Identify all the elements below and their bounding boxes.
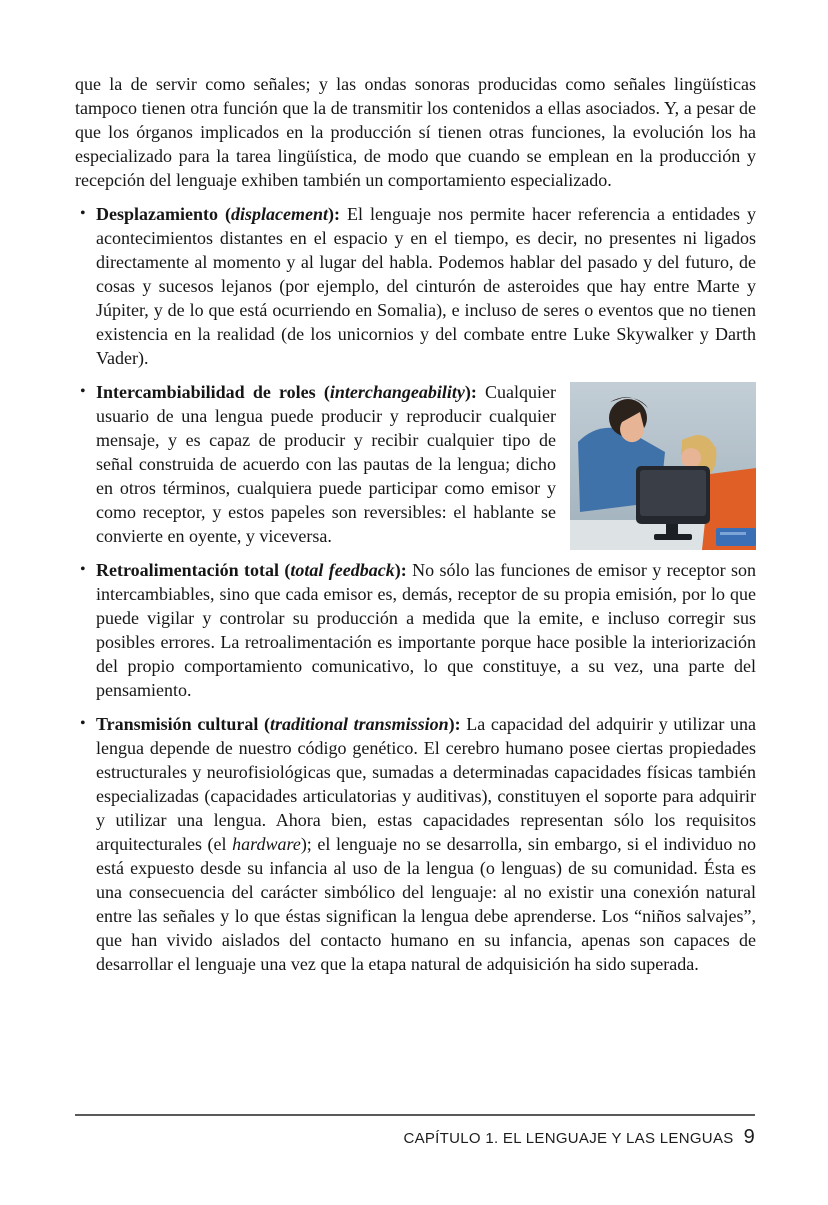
computer-users-photo (570, 382, 756, 550)
list-item-transmision-cultural (75, 712, 756, 976)
page-footer (75, 1114, 755, 1149)
term-paren-close: ): (328, 204, 348, 224)
bullet-icon: • (80, 205, 86, 222)
term-english: traditional transmission (269, 714, 449, 734)
term-paren-open: ( (258, 714, 270, 734)
running-footer (75, 1126, 755, 1149)
bullet-icon: • (80, 383, 86, 400)
list-item-desplazamiento (75, 202, 756, 370)
term-paren-open: ( (279, 560, 291, 580)
language-features-list (75, 202, 756, 976)
bullet-icon: • (80, 561, 86, 578)
term-paren-close: ): (448, 714, 467, 734)
term-label: Desplazamiento (96, 204, 218, 224)
page-number: 9 (743, 1126, 755, 1148)
intro-paragraph: que la de servir como señales; y las ondas sonoras producidas como señales lingüísticas tampoco tienen otra función que la de transmitir los contenidos a ellas asociados. Y, a pesar de que los órganos implicados en la producción sí tienen otras funciones, la evolución los ha especializado para la tarea lingüística, de modo que cuando se emplean en la producción y recepción del lenguaje exhiben también un comportamiento especializado. (75, 74, 756, 190)
item-body: No sólo las funciones de emisor y receptor son intercambiables, sino que cada emisor es, demás, receptor de su propia emisión, por lo que puede vigilar y controlar su producción a medida que la emite, e incluso corregir sus posibles errores. La retroalimentación es importante porque hace posible la interiorización del propio comportamiento comunicativo, lo que constituye, a su vez, una parte del pensamiento. (96, 560, 756, 700)
term-paren-open: ( (217, 204, 231, 224)
page-content (75, 72, 756, 986)
term-english: displacement (231, 204, 328, 224)
term-english: total feedback (290, 560, 395, 580)
term-paren-close: ): (464, 382, 486, 402)
footer-divider (75, 1114, 755, 1116)
item-body: Cualquier usuario de una lengua puede producir y reproducir cualquier mensaje, y es capaz de producir y recibir cualquier tipo de señal construida de acuerdo con las pautas de la lengua; dicho en otros términos, cualquiera puede participar como emisor y como receptor, y estos papeles son reversibles: el hablante se convierte en oyente, y viceversa. (96, 382, 556, 546)
term-label: Intercambiabilidad de roles (96, 382, 316, 402)
item-body: La capacidad del adquirir y utilizar una lengua depende de nuestro código genético. El cerebro humano posee ciertas propiedades estructurales y neurofisiológicas que, sumadas a determinadas capacidades físicas también especializadas (capacidades articulatorias y auditivas), constituyen el soporte para adquirir y utilizar una lengua. Ahora bien, estas capacidades representan sólo los requisitos arquitecturales (el (96, 714, 756, 854)
term-english: interchangeability (329, 382, 465, 402)
hardware-italic-term: hardware (232, 834, 301, 854)
term-paren-open: ( (315, 382, 330, 402)
bullet-icon: • (80, 715, 86, 732)
item-body-continued: ); el lenguaje no se desarrolla, sin embargo, si el individuo no está expuesto desde su infancia al uso de la lengua (o lenguas) de su comunidad. Ésta es una consecuencia del carácter simbólico del lenguaje: al no existir una conexión natural entre las señales y lo que éstas significan la lengua debe aprenderse. Los “niños salvajes”, que han vivido aislados del contacto humano en su infancia, apenas son capaces de desarrollar el lenguaje una vez que la etapa natural de adquisición ha sido superada. (96, 834, 756, 974)
list-item-retroalimentacion (75, 558, 756, 702)
term-label: Retroalimentación total (96, 560, 279, 580)
item-body: El lenguaje nos permite hacer referencia a entidades y acontecimientos distantes en el espacio y en el tiempo, es decir, no presentes ni ligados directamente al momento y al lugar del habla. Podemos hablar del pasado y del futuro, de cosas y sucesos lejanos (por ejemplo, del cinturón de asteroides que hay entre Marte y Júpiter, y de lo que está ocurriendo en Somalia), e incluso de seres o eventos que no tienen existencia en la realidad (de los unicornios y del combate entre Luke Skywalker y Darth Vader). (96, 204, 756, 368)
list-item-intercambiabilidad (75, 380, 756, 548)
term-label: Transmisión cultural (96, 714, 259, 734)
photo-illustration (570, 382, 756, 550)
term-paren-close: ): (394, 560, 413, 580)
chapter-label: CAPÍTULO 1. EL LENGUAJE Y LAS LENGUAS (403, 1130, 734, 1147)
